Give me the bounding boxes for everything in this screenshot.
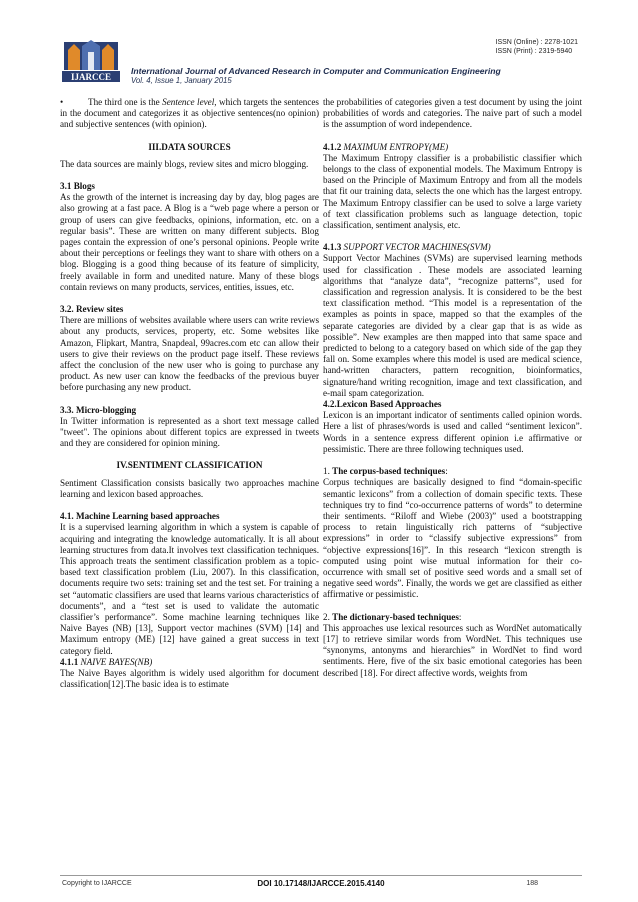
footer-page-number: 188 bbox=[526, 880, 538, 887]
technique-2-title: 2. The dictionary-based techniques: bbox=[323, 611, 462, 622]
section-4-1-1-title: 4.1.1 NAIVE BAYES(NB) bbox=[60, 656, 153, 667]
journal-title: International Journal of Advanced Research in Computer and Communication Engineering bbox=[131, 66, 501, 76]
continued-paragraph: the probabilities of categories given a test document by using the joint probabilities of words and categories. The naive part of such a model is the assumption of word independence. bbox=[323, 97, 582, 130]
section-4-1-2-title: 4.1.2 MAXIMUM ENTROPY(ME) bbox=[323, 141, 449, 152]
section-3-3-title: 3.3. Micro-blogging bbox=[60, 404, 137, 415]
issn-online: ISSN (Online) : 2278-1021 bbox=[495, 39, 578, 46]
journal-volume: Vol. 4, Issue 1, January 2015 bbox=[131, 76, 232, 85]
bullet-sentence-level: • The third one is the Sentence level, which targets the sentences in the document and categorizes it as objective sentences(no opinion) and subjective sentences (with opinion). bbox=[60, 97, 319, 130]
bullet-icon: • bbox=[60, 97, 64, 107]
section-3-3-paragraph: In Twitter information is represented as a short text message called "tweet". The opinions about different topics are expressed in tweets and they are considered for opinion mining. bbox=[60, 415, 319, 449]
issn-print: ISSN (Print) : 2319-5940 bbox=[495, 48, 573, 55]
section-3-2-title: 3.2. Review sites bbox=[60, 304, 124, 315]
technique-1-paragraph: Corpus techniques are basically designed to find “domain-specific semantic lexicons” from a collection of domain specific texts. These techniques try to find “co-occurrence patterns of words” to determine their sentiments. “Riloff and Wiebe (2003)” used a bootstrapping process to retain linguistically rich patterns of “subjective expressions” in order to “classify subjective expressions” from “objective expressions[16]”. In this research “lexicon strength is computed using point wise mutual information for their co- occurrence with small set of positive seed words and a small set of negative seed words”. Finally, the words we get are classified as either affirmative or pessimistic. bbox=[323, 477, 582, 600]
technique-2-paragraph: This approaches use lexical resources such as WordNet automatically [17] to retrieve similar words from WordNet. This techniques use “synonyms, antonyms and hierarchies” in WordNet to find word sentiments. Here, five of the six basic emotional categories has been described [18]. For direct affective words, weights from bbox=[323, 622, 582, 678]
page-footer bbox=[60, 879, 582, 891]
technique-1-title: 1. The corpus-based techniques: bbox=[323, 466, 448, 477]
section-4-1-1-paragraph: The Naive Bayes algorithm is widely used algorithm for document classification[12].The basic idea is to estimate bbox=[60, 667, 319, 690]
section-4-1-paragraph: It is a supervised learning algorithm in which a system is capable of acquiring and integrating the knowledge automatically. It is all about learning structures from data.It involves text classification techniques. This approach treats the sentiment classification problem as a topic-based text classification problem (Liu, 2007). In this classification, documents require two sets: training set and the test set. For training a set “automatic classifiers are used that learns various characteristics of documents”, and a “test set is used to validate the automatic classifier’s performance”. Some machine learning techniques like Naive Bayes (NB) [13], Support vector machines (SVM) [14] and Maximum entropy (ME) [12] have gained a great success in text category field. bbox=[60, 522, 319, 656]
section-3-2-paragraph: There are millions of websites available where users can write reviews about any products, services, property, etc. Some websites like Amazon, Flipkart, Mantra, Snapdeal, 99acres.com etc can allow their users to give their reviews on the product page itself. These reviews affect the conclusion of the new user who is going to purchase any product. As new user can know the feedbacks of the previous buyer before purchasing any new product. bbox=[60, 315, 319, 393]
right-column bbox=[323, 97, 582, 679]
footer-copyright: Copyright to IJARCCE bbox=[62, 880, 132, 887]
section-4-1-3-paragraph: Support Vector Machines (SVMs) are supervised learning methods used for classification . These models are associated learning algorithms that “analyze data”, “recognize patterns”, used for classification and regression analysis. It is considered to be the best text classification method. “This model is a representation of the examples as points in space, mapped so that the examples of the separate categories are divided by a clear gap that is as wide as possible”. New examples are then mapped into that same space and predicted to belong to a category based on which side of the gap they fall on. Some examples where this model is used are medical science, hand-written characters, pattern recognition, bioinformatics, signature/hand writing recognition, image and text classification, and e-mail spam categorization. bbox=[323, 253, 582, 398]
left-column bbox=[60, 97, 319, 690]
section-3-paragraph: The data sources are mainly blogs, review sites and micro blogging. bbox=[60, 158, 309, 169]
logo-text: IJARCCE bbox=[70, 72, 112, 82]
section-3-1-title: 3.1 Blogs bbox=[60, 181, 95, 192]
footer-doi: DOI 10.17148/IJARCCE.2015.4140 bbox=[257, 879, 385, 888]
section-4-1-title: 4.1. Machine Learning based approaches bbox=[60, 511, 220, 522]
sentence-level-term: Sentence level bbox=[162, 97, 215, 107]
section-4-2-paragraph: Lexicon is an important indicator of sentiments called opinion words. Here a list of phrases/words is used and called “sentiment lexicon”. Words in a sentence express different opinion i.e affirmative or pessimistic. There are three following techniques used. bbox=[323, 410, 582, 454]
section-4-paragraph: Sentiment Classification consists basically two approaches machine learning and lexicon based approaches. bbox=[60, 477, 319, 499]
journal-logo bbox=[60, 40, 122, 84]
section-4-title: IV.SENTIMENT CLASSIFICATION bbox=[116, 460, 263, 471]
section-3-title: III.DATA SOURCES bbox=[148, 141, 231, 152]
section-4-1-2-paragraph: The Maximum Entropy classifier is a probabilistic classifier which belongs to the class of exponential models. The Maximum Entropy is based on the Principle of Maximum Entropy and from all the models that fit our training data, selects the one which has the largest entropy. The Maximum Entropy classifier can be used to solve a large variety of text classification problems such as language detection, topic classification, sentiment analysis, etc. bbox=[323, 152, 582, 231]
section-4-1-3-title: 4.1.3 SUPPORT VECTOR MACHINES(SVM) bbox=[323, 242, 491, 253]
footer-divider bbox=[60, 875, 582, 876]
section-3-1-paragraph: As the growth of the internet is increasing day by day, blog pages are also growing at a fast pace. A Blog is a “web page where a person or group of users can give feedbacks, opinions, information, etc. on a regular basis”. These are written on many different subjects. Blog pages contain the expression of one’s personal opinions. People write about their perceptions or feelings they want to share with others on a blog. Blogging is a good thing because of its feature of simplicity, freely available in form and unedited nature. Many of these blogs contain reviews on many products, services, entities, issues, etc. bbox=[60, 192, 319, 292]
issn-block bbox=[496, 38, 579, 56]
section-4-2-title: 4.2.Lexicon Based Approaches bbox=[323, 399, 442, 410]
